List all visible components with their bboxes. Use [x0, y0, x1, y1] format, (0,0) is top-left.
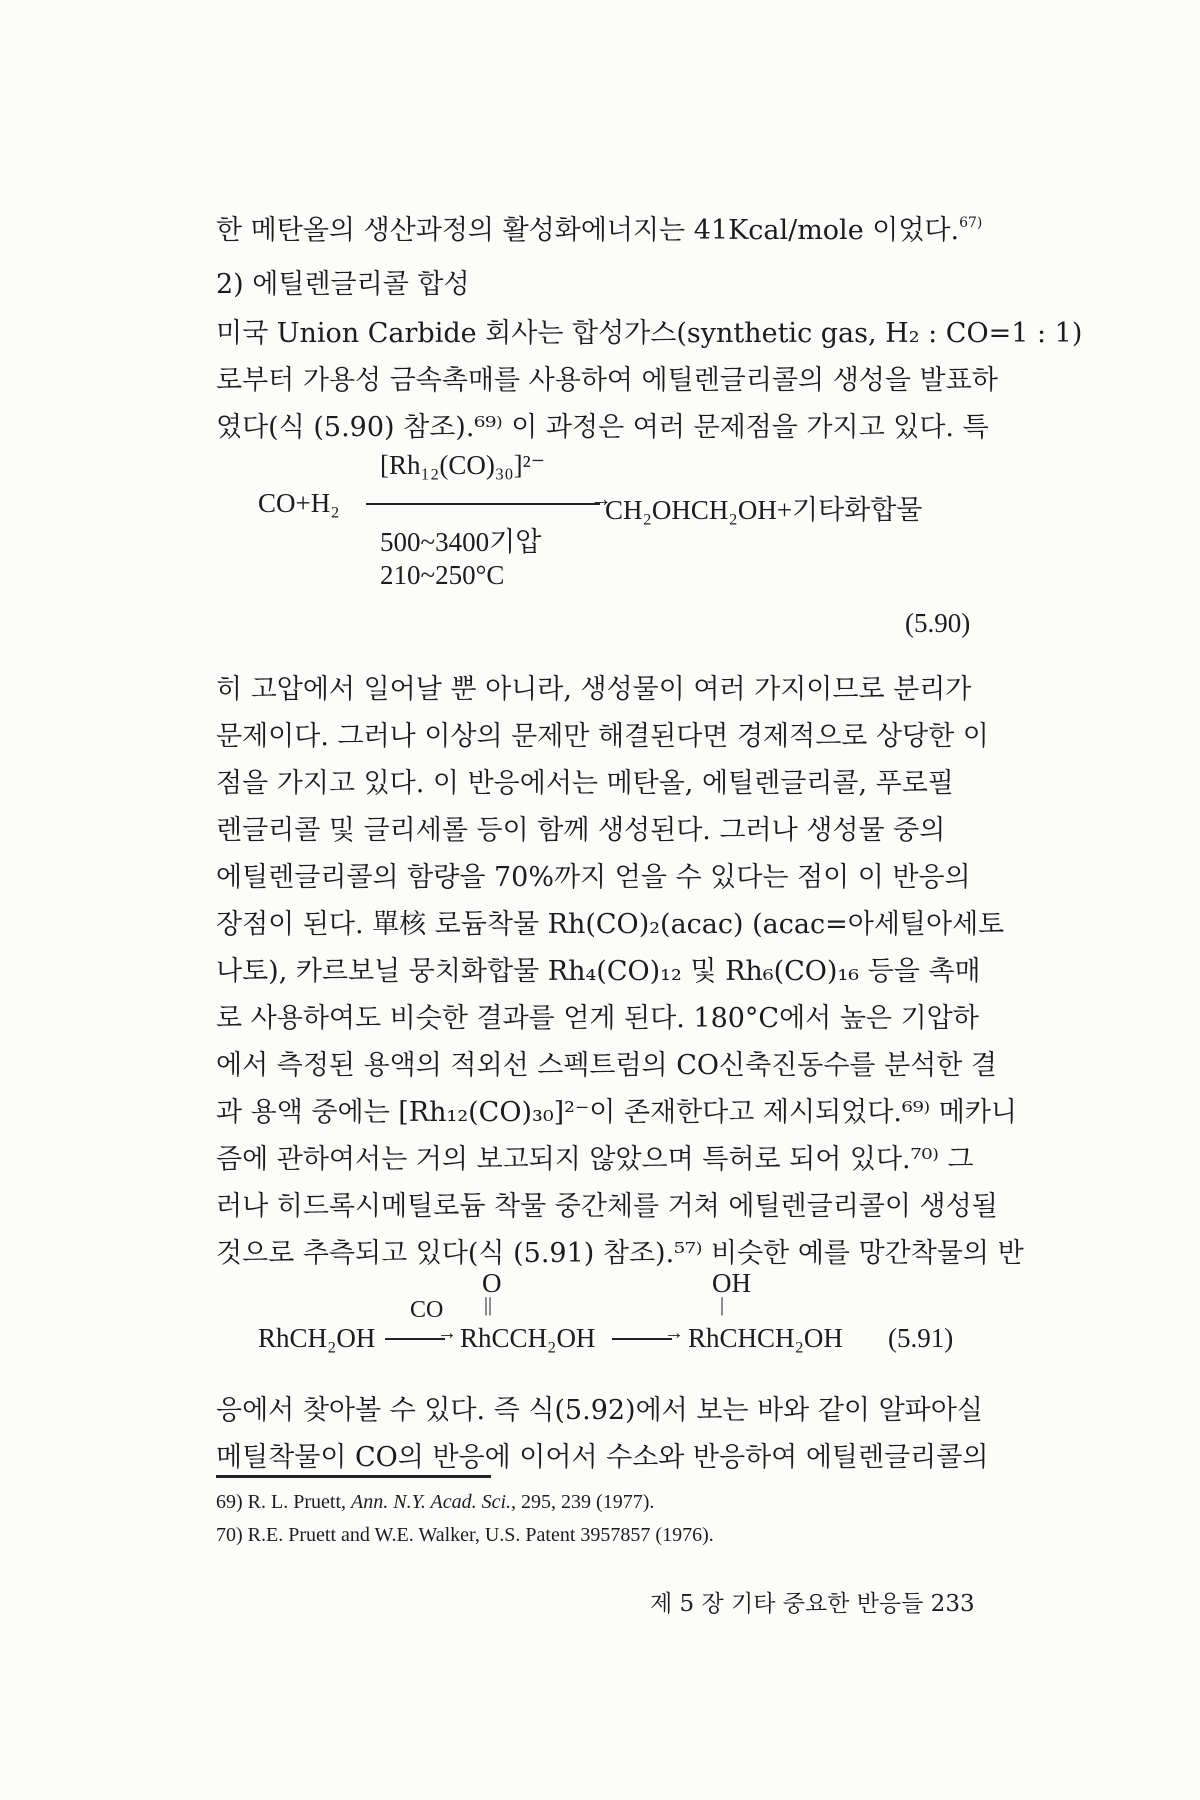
- eq591-o-label: O: [482, 1268, 502, 1298]
- eq591-single-bond: |: [720, 1294, 725, 1316]
- intro-line-2: 로부터 가용성 금속촉매를 사용하여 에틸렌글리콜의 생성을 발표하: [216, 365, 998, 396]
- after-line-1: 응에서 찾아볼 수 있다. 즉 식(5.92)에서 보는 바와 같이 알파아실: [216, 1395, 983, 1426]
- body-line: 과 용액 중에는 [Rh₁₂(CO)₃₀]²⁻이 존재한다고 제시되었다.⁶⁹⁾ 메카니: [216, 1097, 1018, 1128]
- eq590-left: CO+H₂: [258, 488, 340, 518]
- body-line: 문제이다. 그러나 이상의 문제만 해결된다면 경제적으로 상당한 이: [216, 721, 989, 752]
- body-line: 에서 측정된 용액의 적외선 스펙트럼의 CO신축진동수를 분석한 결: [216, 1050, 998, 1081]
- section-heading: 2) 에틸렌글리콜 합성: [216, 269, 470, 300]
- body-line: 렌글리콜 및 글리세롤 등이 함께 생성된다. 그러나 생성물 중의: [216, 815, 946, 846]
- body-line: 것으로 추측되고 있다(식 (5.91) 참조).⁵⁷⁾ 비슷한 예를 망간착물의 반: [216, 1238, 1024, 1269]
- arrow-head-icon: →: [590, 486, 612, 511]
- body-line: 로 사용하여도 비슷한 결과를 얻게 된다. 180°C에서 높은 기압하: [216, 1003, 979, 1034]
- eq590-temperature: 210~250°C: [380, 560, 505, 590]
- footnote-journal: Ann. N.Y. Acad. Sci.,: [351, 1491, 517, 1513]
- footnote-citation: 295, 239 (1977).: [521, 1491, 655, 1513]
- eq590-right: CH₂OHCH₂OH+기타화합물: [605, 495, 923, 525]
- footnote-authors: R.E. Pruett and W.E. Walker, U.S. Patent 3957857 (1976).: [247, 1524, 714, 1546]
- body-line: 나토), 카르보닐 뭉치화합물 Rh₄(CO)₁₂ 및 Rh₆(CO)₁₆ 등을 촉매: [216, 956, 981, 987]
- eq590-pressure: 500~3400기압: [380, 527, 542, 557]
- footnote-69: [216, 1491, 654, 1514]
- eq590-arrow: [366, 503, 600, 505]
- arrow-head-icon: →: [664, 1322, 684, 1344]
- footnote-number: 70): [216, 1524, 243, 1546]
- eq590-catalyst: [Rh₁₂(CO)₃₀]²⁻: [380, 450, 545, 480]
- footnote-number: 69): [216, 1491, 243, 1513]
- eq591-product: RhCHCH₂OH: [688, 1323, 843, 1353]
- eq591-arrow-1: [385, 1338, 445, 1340]
- body-line: 장점이 된다. 單核 로듐착물 Rh(CO)₂(acac) (acac=아세틸아세토: [216, 909, 1005, 940]
- top-line-text: 한 메탄올의 생산과정의 활성화에너지는 41Kcal/mole 이었다.: [216, 215, 960, 246]
- eq591-number: (5.91): [888, 1323, 954, 1353]
- eq591-reagent: CO: [410, 1297, 444, 1323]
- body-line: 즘에 관하여서는 거의 보고되지 않았으며 특허로 되어 있다.⁷⁰⁾ 그: [216, 1144, 974, 1175]
- reference-67: 67): [959, 215, 983, 231]
- footnote-authors: R. L. Pruett,: [247, 1491, 347, 1513]
- body-line: 러나 히드록시메틸로듐 착물 중간체를 거쳐 에틸렌글리콜이 생성될: [216, 1191, 998, 1222]
- eq591-arrow-2: [612, 1338, 672, 1340]
- eq590-number: (5.90): [905, 608, 971, 638]
- body-line: 에틸렌글리콜의 함량을 70%까지 얻을 수 있다는 점이 이 반응의: [216, 862, 971, 893]
- intro-line-1: 미국 Union Carbide 회사는 합성가스(synthetic gas, H₂ : CO=1 : 1): [216, 318, 1083, 349]
- eq591-intermediate: RhCCH₂OH: [460, 1323, 596, 1353]
- eq591-double-bond: ||: [484, 1294, 493, 1316]
- after-line-2: 메틸착물이 CO의 반응에 이어서 수소와 반응하여 에틸렌글리콜의: [216, 1442, 989, 1473]
- footnote-70: [216, 1524, 714, 1547]
- body-line: 점을 가지고 있다. 이 반응에서는 메탄올, 에틸렌글리콜, 푸로필: [216, 768, 954, 799]
- arrow-head-icon: →: [437, 1322, 457, 1344]
- intro-line-3: 였다(식 (5.90) 참조).⁶⁹⁾ 이 과정은 여러 문제점을 가지고 있다. 특: [216, 412, 989, 443]
- top-line: [216, 208, 982, 247]
- body-line: 히 고압에서 일어날 뿐 아니라, 생성물이 여러 가지이므로 분리가: [216, 674, 972, 705]
- eq591-reactant: RhCH₂OH: [258, 1323, 376, 1353]
- page-footer: 제 5 장 기타 중요한 반응들 233: [650, 1591, 975, 1617]
- eq591-oh-label: OH: [712, 1268, 751, 1298]
- footnote-rule: [216, 1475, 491, 1478]
